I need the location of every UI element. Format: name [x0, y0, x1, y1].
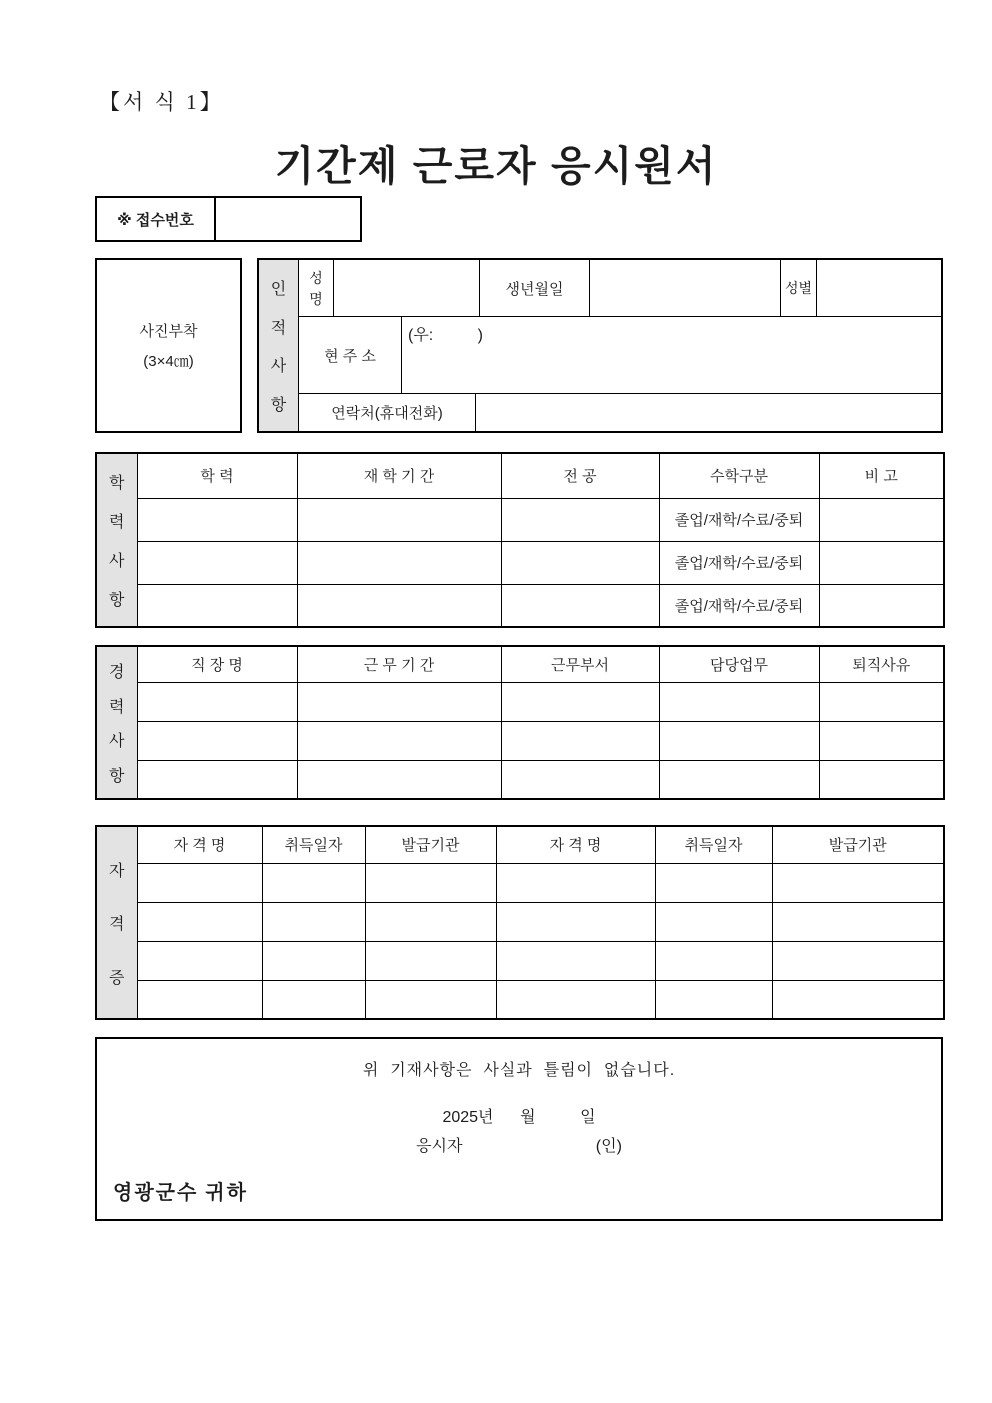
certificates-table — [95, 825, 945, 1020]
cert-issuer-cell — [365, 980, 496, 1019]
form-tag: 【서 식 1】 — [99, 90, 224, 114]
education-header-row — [96, 453, 944, 498]
career-workplace-cell — [137, 721, 297, 760]
certificates-header-row — [96, 826, 944, 863]
education-major-cell — [501, 584, 659, 627]
career-duty-cell — [659, 721, 819, 760]
career-row — [96, 682, 944, 721]
contact-label: 연락처(휴대전화) — [299, 394, 476, 431]
birthdate-value-cell — [590, 260, 781, 316]
certificates-row — [96, 863, 944, 902]
cert-name-cell — [496, 863, 655, 902]
postal-code-prefix: (우: ) — [408, 327, 484, 344]
cert-issuer-cell — [772, 980, 944, 1019]
cert-date-cell — [262, 902, 365, 941]
personal-section-label: 인 적 사 항 — [270, 280, 287, 415]
name-label: 성 명 — [309, 269, 323, 307]
certificates-section-header — [96, 826, 137, 1019]
education-major-cell — [501, 498, 659, 541]
career-period-cell — [297, 682, 501, 721]
career-header-duty: 담당업무 — [659, 646, 819, 682]
career-department-cell — [501, 721, 659, 760]
cert-issuer-cell — [772, 902, 944, 941]
cert-name-cell — [137, 941, 262, 980]
cert-name-cell — [496, 980, 655, 1019]
gender-label: 성별 — [781, 260, 817, 316]
receipt-number-value-cell — [216, 198, 360, 240]
certificates-section-label: 자 격 증 — [109, 862, 125, 987]
cert-name-cell — [496, 902, 655, 941]
certificates-row — [96, 941, 944, 980]
cert-date-cell — [262, 863, 365, 902]
recipient-line: 영광군수 귀하 — [113, 1182, 248, 1204]
attendance-options-cell: 졸업/재학/수료/중퇴 — [659, 498, 819, 541]
career-workplace-cell — [137, 760, 297, 799]
page-title: 기간제 근로자 응시원서 — [274, 143, 718, 189]
education-header-school: 학 력 — [137, 453, 297, 498]
education-table — [95, 452, 945, 628]
photo-box-label: 사진부착 — [139, 323, 198, 340]
career-duty-cell — [659, 760, 819, 799]
name-label-cell — [299, 260, 334, 316]
education-header-period: 재 학 기 간 — [297, 453, 501, 498]
personal-info-table — [257, 258, 943, 433]
certificates-row — [96, 902, 944, 941]
cert-date-cell — [655, 980, 772, 1019]
cert-header-name-1: 자 격 명 — [137, 826, 262, 863]
attendance-options-cell: 졸업/재학/수료/중퇴 — [659, 541, 819, 584]
personal-row-address — [299, 317, 941, 394]
personal-row-identity — [299, 260, 941, 317]
cert-date-cell — [655, 941, 772, 980]
cert-name-cell — [496, 941, 655, 980]
career-reason-cell — [819, 682, 944, 721]
career-row — [96, 760, 944, 799]
personal-section-header — [259, 260, 299, 431]
cert-header-issuer-1: 발급기관 — [365, 826, 496, 863]
gender-value-cell — [817, 260, 941, 316]
education-row — [96, 584, 944, 627]
cert-header-issuer-2: 발급기관 — [772, 826, 944, 863]
career-header-workplace: 직 장 명 — [137, 646, 297, 682]
education-period-cell — [297, 541, 501, 584]
cert-issuer-cell — [365, 863, 496, 902]
cert-name-cell — [137, 980, 262, 1019]
birthdate-label: 생년월일 — [480, 260, 590, 316]
career-table — [95, 645, 945, 800]
certificates-row — [96, 980, 944, 1019]
career-period-cell — [297, 760, 501, 799]
career-department-cell — [501, 760, 659, 799]
cert-name-cell — [137, 902, 262, 941]
career-period-cell — [297, 721, 501, 760]
cert-issuer-cell — [772, 863, 944, 902]
cert-issuer-cell — [772, 941, 944, 980]
career-header-reason: 퇴직사유 — [819, 646, 944, 682]
cert-issuer-cell — [365, 902, 496, 941]
career-section-label: 경 력 사 항 — [109, 663, 125, 786]
declaration-statement: 위 기재사항은 사실과 틀림이 없습니다. — [362, 1062, 676, 1079]
education-school-cell — [137, 584, 297, 627]
education-note-cell — [819, 584, 944, 627]
education-header-status: 수학구분 — [659, 453, 819, 498]
education-section-label: 학 력 사 항 — [109, 475, 125, 609]
cert-header-date-2: 취득일자 — [655, 826, 772, 863]
cert-date-cell — [655, 902, 772, 941]
photo-box-size: (3×4㎝) — [143, 353, 194, 370]
education-school-cell — [137, 498, 297, 541]
personal-row-contact — [299, 394, 941, 431]
education-row — [96, 498, 944, 541]
education-row — [96, 541, 944, 584]
education-period-cell — [297, 498, 501, 541]
attendance-options-cell: 졸업/재학/수료/중퇴 — [659, 584, 819, 627]
receipt-number-box — [95, 196, 362, 242]
cert-date-cell — [262, 941, 365, 980]
career-header-row — [96, 646, 944, 682]
address-value-cell — [402, 317, 941, 393]
career-row — [96, 721, 944, 760]
name-value-cell — [334, 260, 480, 316]
education-header-note: 비 고 — [819, 453, 944, 498]
cert-date-cell — [655, 863, 772, 902]
career-reason-cell — [819, 760, 944, 799]
career-duty-cell — [659, 682, 819, 721]
career-department-cell — [501, 682, 659, 721]
education-major-cell — [501, 541, 659, 584]
education-note-cell — [819, 498, 944, 541]
declaration-applicant-line: 응시자 (인) — [416, 1138, 622, 1155]
career-reason-cell — [819, 721, 944, 760]
cert-date-cell — [262, 980, 365, 1019]
education-header-major: 전 공 — [501, 453, 659, 498]
education-section-header — [96, 453, 137, 627]
career-header-period: 근 무 기 간 — [297, 646, 501, 682]
cert-header-date-1: 취득일자 — [262, 826, 365, 863]
education-note-cell — [819, 541, 944, 584]
career-workplace-cell — [137, 682, 297, 721]
cert-name-cell — [137, 863, 262, 902]
declaration-box — [95, 1037, 943, 1221]
education-period-cell — [297, 584, 501, 627]
career-section-header — [96, 646, 137, 799]
address-label: 현 주 소 — [299, 317, 402, 393]
contact-value-cell — [476, 394, 941, 431]
career-header-department: 근무부서 — [501, 646, 659, 682]
receipt-number-label: ※ 접수번호 — [97, 198, 216, 240]
cert-header-name-2: 자 격 명 — [496, 826, 655, 863]
cert-issuer-cell — [365, 941, 496, 980]
declaration-date-line: 2025년 월 일 — [442, 1109, 596, 1126]
photo-attachment-box — [95, 258, 242, 433]
education-school-cell — [137, 541, 297, 584]
